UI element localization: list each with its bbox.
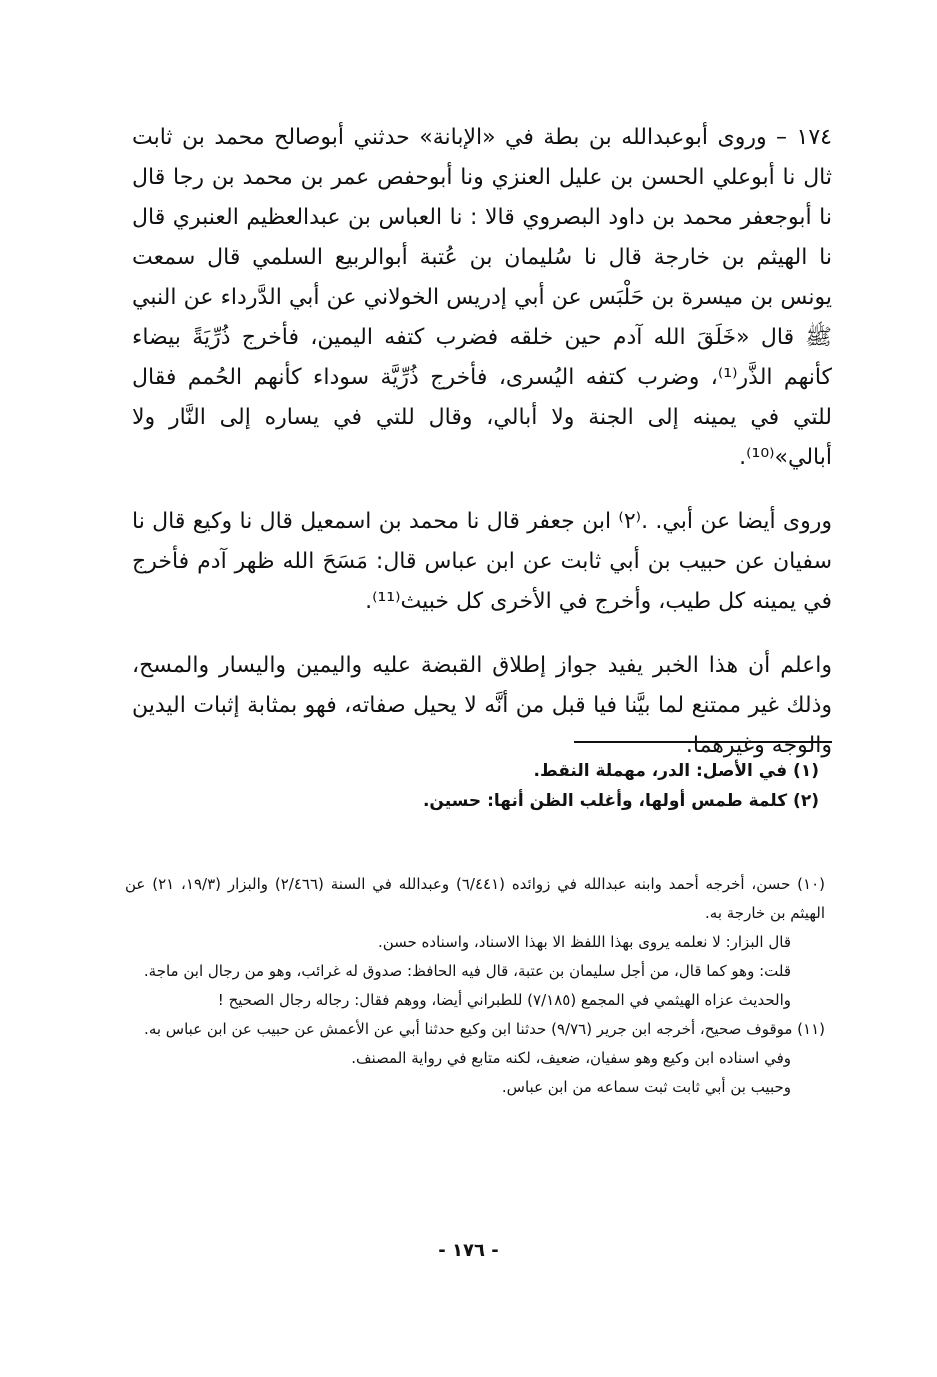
page-number: - ١٧٦ - <box>438 1240 499 1261</box>
paragraph-commentary: واعلم أن هذا الخبر يفيد جواز إطلاق القبضة عليه واليمين واليسار والمسح، وذلك غير ممتنع لما بيَّنا فيا قبل من أنَّه لا يحيل صفاته، فهو بمثابة إثبات اليدين والوجه وغيرهما. <box>132 653 832 758</box>
text-footnotes <box>129 756 819 816</box>
reference-footnote-10-line: قال البزار: لا نعلمه يروى بهذا اللفظ الا بهذا الاسناد، واسناده حسن. <box>377 933 791 951</box>
reference-footnote-10-line: قلت: وهو كما قال، من أجل سليمان بن عتبة، قال فيه الحافظ: صدوق له غرائب، وهو من رجال ابن ماجة. <box>143 962 791 980</box>
reference-footnote-11 <box>125 1015 825 1102</box>
main-text <box>132 118 832 790</box>
reference-footnote-10-line: (١٠) حسن، أخرجه أحمد وابنه عبدالله في زوائده (٦/٤٤١) وعبدالله في السنة (٢/٤٦٦) والبزار (١٩/٣، ٢١) عن الهيثم بن خارجة به. <box>125 875 826 922</box>
reference-footnote-10 <box>125 870 825 1015</box>
reference-footnote-11-line: (١١) موقوف صحيح، أخرجه ابن جرير (٩/٧٦) حدثنا ابن وكيع حدثنا أبي عن الأعمش عن حبيب عن ابن عباس به. <box>144 1020 825 1038</box>
paragraph-hadith-174: ١٧٤ – وروى أبوعبدالله بن بطة في «الإبانة» حدثني أبوصالح محمد بن ثابت ثال نا أبوعلي الحسن بن عليل العنزي ونا أبوحفص عمر بن محمد بن رجا قال نا أبوجعفر محمد بن داود البصروي قالا : نا العباس بن عبدالعظيم العنبري قال نا الهيثم بن خارجة قال نا سُليمان بن عُتبة أبوالربيع السلمي قال سمعت يونس بن ميسرة بن حَلْبَس عن أبي إدريس الخولاني عن أبي الدَّرداء عن النبي ﷺ قال «خَلَقَ الله آدم حين خلقه فضرب كتفه اليمين، فأخرج ذُرِّيَةً بيضاء كأنهم الذَّر⁽¹⁾، وضرب كتفه اليُسرى، فأخرج ذُرِّيَّة سوداء كأنهم الحُمم فقال للتي في يمينه إلى الجنة ولا أبالي، وقال للتي في يساره إلى النَّار ولا أبالي»⁽¹⁰⁾. <box>132 125 833 470</box>
reference-footnote-11-line: وحبيب بن أبي ثابت ثبت سماعه من ابن عباس. <box>501 1078 791 1096</box>
footnote-divider <box>574 741 832 743</box>
reference-footnote-10-line: والحديث عزاه الهيثمي في المجمع (٧/١٨٥) للطبراني أيضا، ووهم فقال: رجاله رجال الصحيح ! <box>217 991 791 1009</box>
reference-footnotes <box>125 870 825 1102</box>
text-footnote-2: (٢) كلمة طمس أولها، وأغلب الظن أنها: حسين. <box>422 791 819 811</box>
reference-footnote-11-line: وفي اسناده ابن وكيع وهو سفيان، ضعيف، لكنه متابع في رواية المصنف. <box>351 1049 791 1067</box>
text-footnote-1: (١) في الأصل: الدر، مهملة النقط. <box>533 761 819 781</box>
paragraph-second-narration: وروى أيضا عن أبي. .⁽٢⁾ ابن جعفر قال نا محمد بن اسمعيل قال نا وكيع قال نا سفيان عن حبيب بن أبي ثابت عن ابن عباس قال: مَسَحَ الله ظهر آدم فأخرج في يمينه كل طيب، وأخرج في الأخرى كل خبيث⁽¹¹⁾. <box>132 509 832 614</box>
